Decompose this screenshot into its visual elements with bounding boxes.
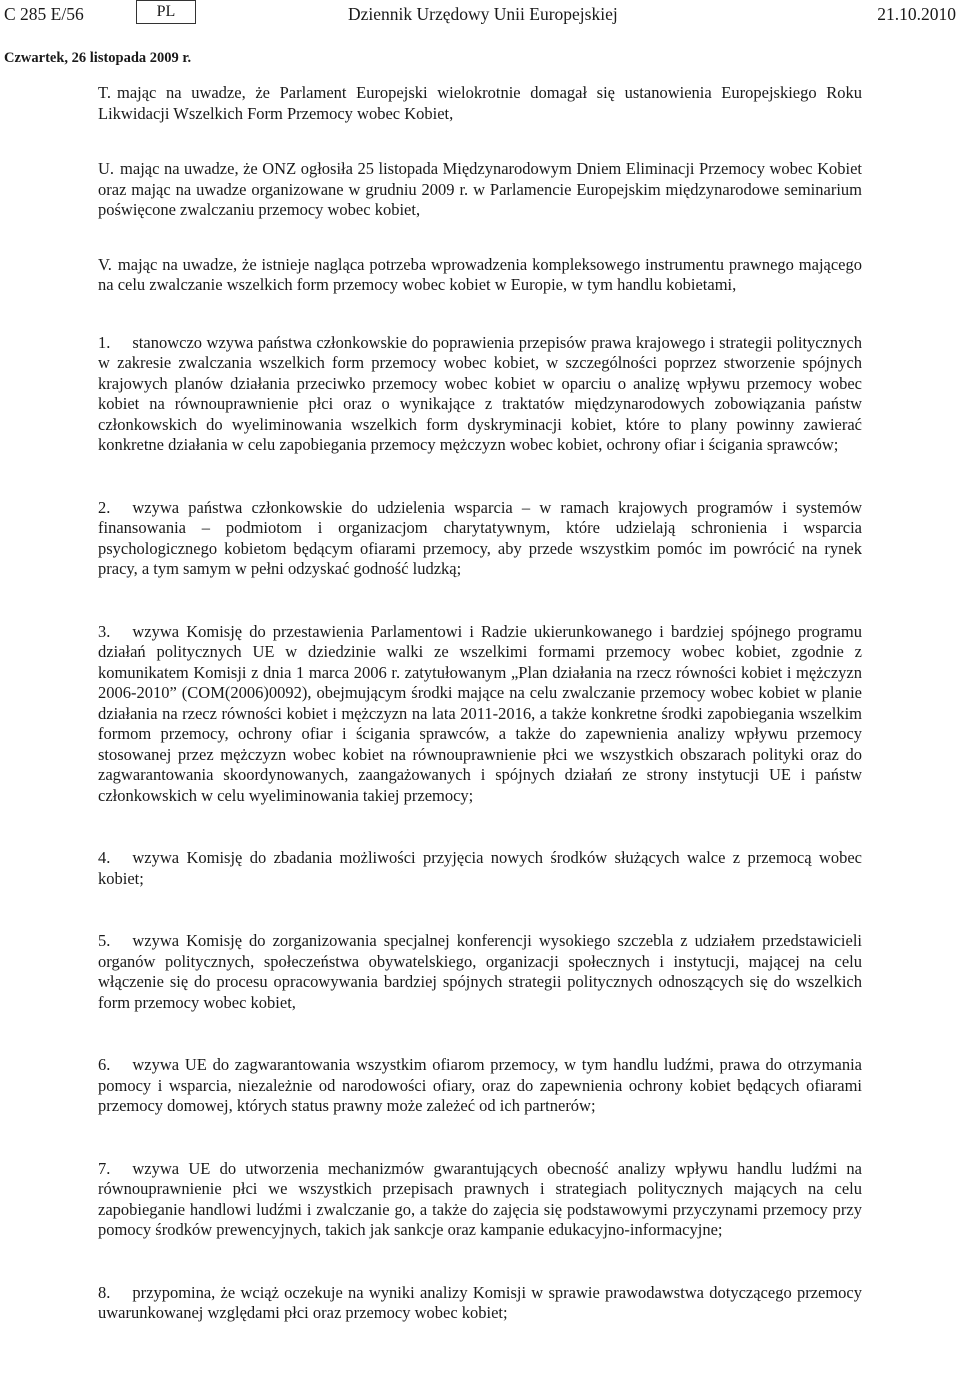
session-date: Czwartek, 26 listopada 2009 r.	[4, 50, 192, 66]
point-text: wzywa Komisję do zorganizowania specjalnej konferencji wysokiego szczebla z udziałem przedstawicieli organów politycznych, społeczeństwa obywatelskiego, organizacji społecznych i instytucji, mającej na celu włączenie się do procesu opracowywania bardziej spójnych strategii politycznych odnoszących się do wszelkich form przemocy wobec kobiet,	[98, 931, 862, 1012]
recital-v	[98, 255, 862, 296]
recital-label: T.	[98, 83, 111, 102]
point-text: przypomina, że wciąż oczekuje na wyniki analizy Komisji w sprawie prawodawstwa dotyczącego przemocy uwarunkowanej względami płci oraz przemocy wobec kobiet;	[98, 1282, 862, 1322]
point-2	[98, 498, 862, 580]
point-number: 4.	[98, 848, 111, 867]
point-7	[98, 1159, 862, 1241]
point-text: wzywa państwa członkowskie do udzielenia wsparcia – w ramach krajowych programów i systemów finansowania – podmiotom i organizacjom charytatywnym, które udzielają schronienia i wsparcia psychologicznego kobietom będącym ofiarami przemocy, aby przede wszystkim pomóc im powrócić na rynek pracy, a tym samym w pełni odzyskać godność ludzką;	[98, 497, 862, 578]
page-header	[0, 0, 960, 30]
recital-text: mając na uwadze, że ONZ ogłosiła 25 listopada Międzynarodowym Dniem Eliminacji Przemocy wobec Kobiet oraz mając na uwadze organizowane w grudniu 2009 r. w Parlamencie Europejskim międzynarodowe seminarium poświęcone zwalczaniu przemocy wobec kobiet,	[98, 159, 862, 219]
point-number: 3.	[98, 621, 111, 641]
point-1	[98, 333, 862, 456]
point-number: 1.	[98, 332, 111, 352]
language-badge: PL	[136, 0, 196, 24]
recital-u	[98, 159, 862, 221]
point-number: 7.	[98, 1158, 111, 1178]
recital-label: U.	[98, 159, 115, 178]
point-4	[98, 848, 862, 889]
point-text: wzywa UE do zagwarantowania wszystkim ofiarom przemocy, w tym handlu ludźmi, prawa do otrzymania pomocy i wsparcia, niezależnie od narodowości ofiary, oraz do zapewnienia ochrony kobiet będących ofiarami przemocy domowej, których status prawny może zależeć od ich partnerów;	[98, 1055, 862, 1115]
point-3	[98, 622, 862, 807]
recital-label: V.	[98, 254, 112, 274]
journal-title: Dziennik Urzędowy Unii Europejskiej	[348, 4, 618, 24]
recital-text: mając na uwadze, że Parlament Europejski wielokrotnie domagał się ustanowienia Europejskiego Roku Likwidacji Wszelkich Form Przemocy wobec Kobiet,	[98, 83, 862, 123]
point-6	[98, 1055, 862, 1117]
point-text: stanowczo wzywa państwa członkowskie do poprawienia przepisów prawa krajowego i strategii politycznych w zakresie zwalczania wszelkich form przemocy wobec kobiet, w szczególności poprzez stworzenie spójnych krajowych planów działania przeciwko przemocy wobec kobiet w oparciu o analizę wpływu przemocy wobec kobiet na równouprawnienie płci oraz o wynikające z traktatów międzynarodowych zobowiązania państw członkowskich do wyeliminowania wszelkich form dyskryminacji kobiet, które to plany powinny zawierać konkretne działania w celu zapobiegania przemocy mężczyzn wobec kobiet, ochrony ofiar i ścigania sprawców;	[98, 332, 862, 454]
point-text: wzywa UE do utworzenia mechanizmów gwarantujących obecność analizy wpływu handlu ludźmi na równouprawnienie płci we wszystkich przepisach prawnych i strategiach politycznych mających na celu zapobieganie handlowi ludźmi i zwalczanie go, a także do zajęcia się podstawowymi przyczynami przemocy przy pomocy środków prewencyjnych, takich jak sankcje oraz kampanie edukacyjno-informacyjne;	[98, 1158, 862, 1239]
point-5	[98, 931, 862, 1013]
document-body	[98, 83, 862, 1324]
recital-t	[98, 83, 862, 124]
point-number: 2.	[98, 497, 111, 517]
publication-date: 21.10.2010	[877, 4, 956, 24]
point-text: wzywa Komisję do przestawienia Parlamentowi i Radzie ukierunkowanego i bardziej spójnego programu działań politycznych UE w dziedzinie walki ze wszelkimi formami przemocy wobec kobiet, zgodnie z komunikatem Komisji z dnia 1 marca 2006 r. zatytułowanym „Plan działania na rzecz równości kobiet i mężczyzn 2006-2010” (COM(2006)0092), obejmującym środki mające na celu zwalczanie przemocy wobec kobiet w planie działania na rzecz równości kobiet i mężczyzn na lata 2011-2016, a także konkretne środki zapobiegania wszelkim formom przemocy, ochrony ofiar i ścigania sprawców, a także do zapewnienia analizy wpływu przemocy stosowanej przez mężczyzn wobec kobiet na równouprawnienie płci we wszystkich obszarach polityki oraz do zagwarantowania skoordynowanych, zaangażowanych i spójnych działań ze strony instytucji UE i państw członkowskich w celu wyeliminowania takiej przemocy;	[98, 621, 862, 805]
point-text: wzywa Komisję do zbadania możliwości przyjęcia nowych środków służących walce z przemocą wobec kobiet;	[98, 848, 862, 888]
journal-reference: C 285 E/56	[4, 4, 84, 24]
point-8	[98, 1283, 862, 1324]
point-number: 6.	[98, 1055, 111, 1074]
point-number: 8.	[98, 1282, 111, 1302]
point-number: 5.	[98, 931, 111, 950]
recital-text: mając na uwadze, że istnieje nagląca potrzeba wprowadzenia kompleksowego instrumentu prawnego mającego na celu zwalczanie wszelkich form przemocy wobec kobiet w Europie, w tym handlu kobietami,	[98, 254, 862, 294]
